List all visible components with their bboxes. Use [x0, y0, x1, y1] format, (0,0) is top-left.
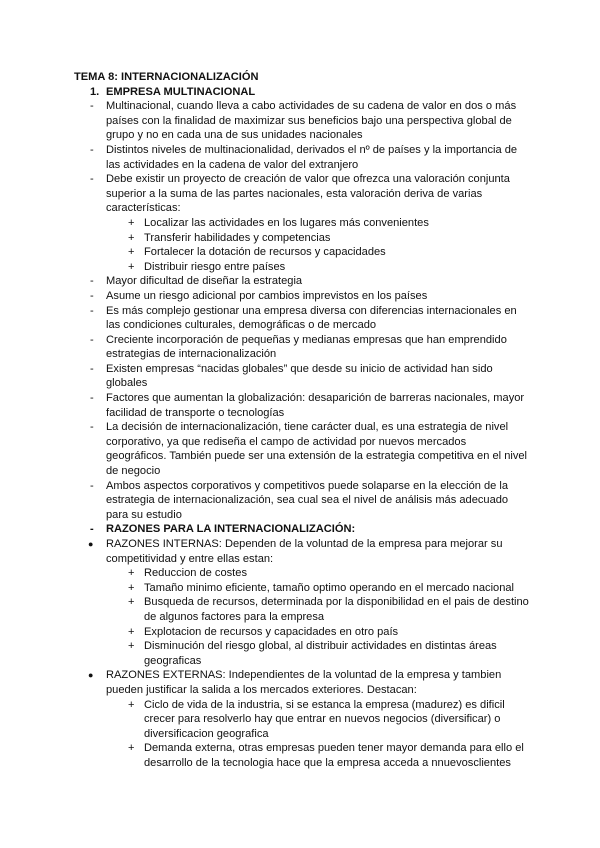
sub-list-item: + Localizar las actividades en los lugares más convenientes	[74, 216, 529, 231]
sub-list-item: + Fortalecer la dotación de recursos y capacidades	[74, 245, 529, 260]
document-title: TEMA 8: INTERNACIONALIZACIÓN	[74, 71, 259, 83]
list-item: - Asume un riesgo adicional por cambios imprevistos en los países	[74, 289, 529, 304]
sub-list-item: + Ciclo de vida de la industria, si se estanca la empresa (madurez) es dificil crecer para resolverlo hay que entrar en nuevos negocios (diversificar) o diversificacion geografica	[74, 698, 529, 742]
list-item: - Creciente incorporación de pequeñas y medianas empresas que han emprendido estrategias de internacionalización	[74, 333, 529, 362]
razones-externas-sub-list	[74, 698, 529, 771]
razones-externas-text: RAZONES EXTERNAS: Independientes de la voluntad de la empresa y tambien pueden justificar la salida a los mercados exteriores. Destacan:	[106, 669, 502, 696]
list-item: - Mayor dificultad de diseñar la estrategia	[74, 274, 529, 289]
list-item: - Distintos niveles de multinacionalidad, derivados el nº de países y la importancia de las actividades en la cadena de valor del extranjero	[74, 143, 529, 172]
list-item: - La decisión de internacionalización, tiene carácter dual, es una estrategia de nivel corporativo, ya que rediseña el campo de actividad por nuevos mercados geográficos. También puede ser una extensión de la estrategia competitiva en el nivel de negocio	[74, 420, 529, 478]
list-item: - Es más complejo gestionar una empresa diversa con diferencias internacionales en las condiciones culturales, demográficas o de mercado	[74, 304, 529, 333]
list-item: - Factores que aumentan la globalización: desaparición de barreras nacionales, mayor facilidad de transporte o tecnologías	[74, 391, 529, 420]
razones-heading: - RAZONES PARA LA INTERNACIONALIZACIÓN:	[74, 522, 529, 537]
sub-list-item: + Demanda externa, otras empresas pueden tener mayor demanda para ello el desarrollo de la tecnologia hace que la empresa acceda a nnuevosclientes	[74, 741, 529, 770]
section-number: 1.	[90, 85, 100, 98]
razones-internas-item	[74, 537, 529, 668]
section-heading-text: EMPRESA MULTINACIONAL	[106, 85, 256, 98]
document-body	[74, 70, 529, 771]
list-item	[74, 172, 529, 274]
sub-list-item: + Disminución del riesgo global, al distribuir actividades en distintas áreas geograficas	[74, 639, 529, 668]
list-item: - Ambos aspectos corporativos y competitivos puede solaparse en la elección de la estrategia de internacionalización, sea cual sea el nivel de análisis más adecuado para su estudio	[74, 479, 529, 523]
list-item: - Multinacional, cuando lleva a cabo actividades de su cadena de valor en dos o más países con la finalidad de maximizar sus beneficios bajo una perspectiva global de grupo y no en cada una de sus unidades nacionales	[74, 99, 529, 143]
sub-list-item: + Reduccion de costes	[74, 566, 529, 581]
sub-list-item: + Tamaño minimo eficiente, tamaño optimo operando en el mercado nacional	[74, 581, 529, 596]
razones-externas-item	[74, 668, 529, 770]
multinacional-bullet-list	[74, 99, 529, 537]
razones-list	[74, 537, 529, 771]
sub-list-item: + Busqueda de recursos, determinada por la disponibilidad en el pais de destino de algunos factores para la empresa	[74, 595, 529, 624]
section-heading-empresa-multinacional	[74, 85, 529, 100]
sub-list-item: + Explotacion de recursos y capacidades en otro país	[74, 625, 529, 640]
caracteristicas-sub-list	[74, 216, 529, 274]
razones-internas-text: RAZONES INTERNAS: Dependen de la voluntad de la empresa para mejorar su competitividad y entre ellas estan:	[106, 538, 503, 565]
razones-internas-sub-list	[74, 566, 529, 668]
list-item: - Existen empresas “nacidas globales” que desde su inicio de actividad han sido globales	[74, 362, 529, 391]
sub-list-item: + Transferir habilidades y competencias	[74, 231, 529, 246]
list-item-text: Debe existir un proyecto de creación de valor que ofrezca una valoración conjunta superior a la suma de las partes nacionales, esta valoración deriva de varias características:	[106, 173, 510, 215]
sub-list-item: + Distribuir riesgo entre países	[74, 260, 529, 275]
